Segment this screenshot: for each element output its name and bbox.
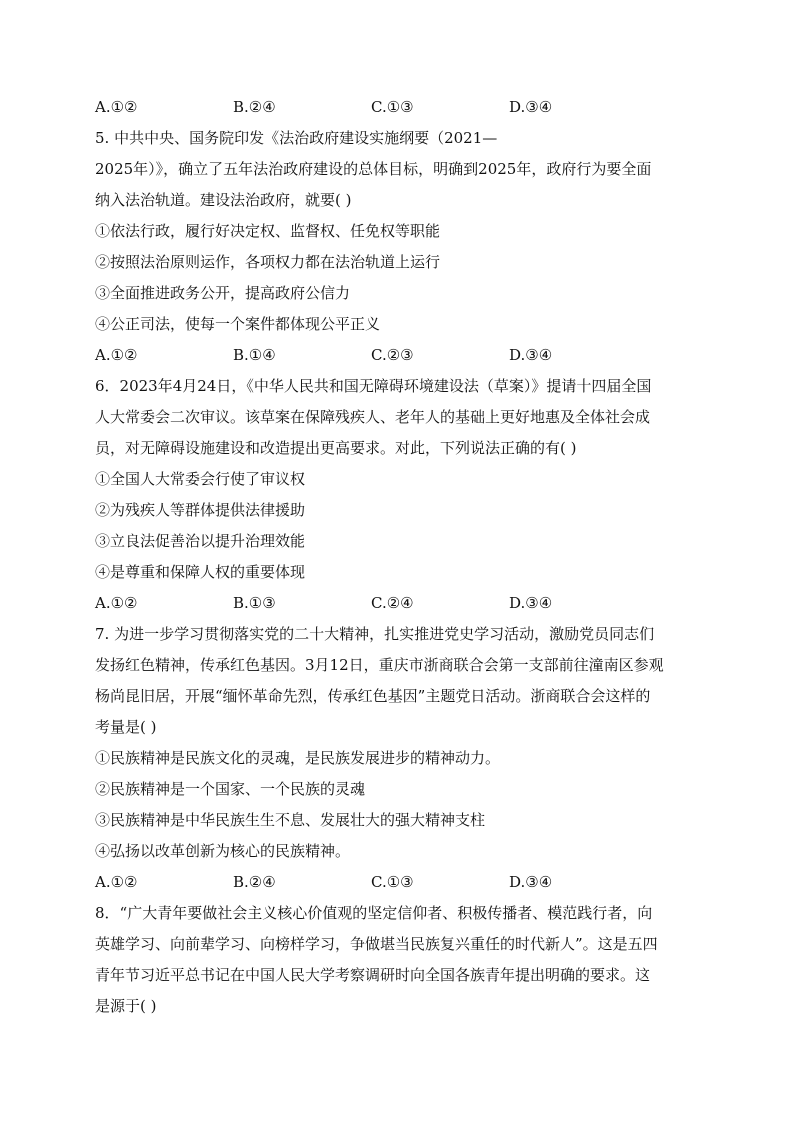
q8-stem-line-3: 青年节习近平总书记在中国人民大学考察调研时向全国各族青年提出明确的要求。这 [95, 966, 651, 984]
q7-option-d[interactable]: D.③④ [509, 873, 553, 891]
q5-option-d[interactable]: D.③④ [509, 346, 553, 364]
q7-stem-line-3: 杨尚昆旧居，开展“缅怀革命先烈，传承红色基因”主题党日活动。浙商联合会这样的 [95, 687, 651, 705]
q5-choice-1: ①依法行政，履行好决定权、监督权、任免权等职能 [95, 222, 441, 240]
q4-option-b[interactable]: B.②④ [233, 98, 276, 116]
q5-choice-2: ②按照法治原则运作，各项权力都在法治轨道上运行 [95, 253, 441, 271]
q6-choice-2: ②为残疾人等群体提供法律援助 [95, 501, 306, 519]
q6-stem-line-2: 人大常委会二次审议。该草案在保障残疾人、老年人的基础上更好地惠及全体社会成 [95, 408, 651, 426]
q8-stem-line-2: 英雄学习、向前辈学习、向榜样学习，争做堪当民族复兴重任的时代新人”。这是五四 [95, 935, 658, 953]
q7-choice-2: ②民族精神是一个国家、一个民族的灵魂 [95, 780, 366, 798]
q5-stem-line-2: 2025年）》，确立了五年法治政府建设的总体目标，明确到2025年，政府行为要全面 [95, 160, 652, 178]
q4-option-c[interactable]: C.①③ [371, 98, 414, 116]
q6-option-b[interactable]: B.①③ [233, 594, 276, 612]
q6-option-a[interactable]: A.①② [95, 594, 138, 612]
q7-stem-line-1: 7. 为进一步学习贯彻落实党的二十大精神，扎实推进党史学习活动，激励党员同志们 [95, 625, 655, 643]
q4-option-d[interactable]: D.③④ [509, 98, 553, 116]
q5-option-c[interactable]: C.②③ [371, 346, 414, 364]
q6-choice-4: ④是尊重和保障人权的重要体现 [95, 563, 306, 581]
q6-option-c[interactable]: C.②④ [371, 594, 414, 612]
q6-stem-line-1: 6．2023年4月24日，《中华人民共和国无障碍环境建设法（草案）》提请十四届全国 [95, 377, 652, 395]
q7-choice-4: ④弘扬以改革创新为核心的民族精神。 [95, 842, 351, 860]
q6-stem-line-3: 员，对无障碍设施建设和改造提出更高要求。对此，下列说法正确的有( ) [95, 439, 577, 457]
q7-choice-3: ③民族精神是中华民族生生不息、发展壮大的强大精神支柱 [95, 811, 486, 829]
q6-choice-3: ③立良法促善治以提升治理效能 [95, 532, 306, 550]
q7-option-a[interactable]: A.①② [95, 873, 138, 891]
q5-choice-4: ④公正司法，使每一个案件都体现公平正义 [95, 315, 381, 333]
q4-option-a[interactable]: A.①② [95, 98, 138, 116]
q7-option-c[interactable]: C.①③ [371, 873, 414, 891]
q8-stem-line-4: 是源于( ) [95, 997, 157, 1015]
q6-choice-1: ①全国人大常委会行使了审议权 [95, 470, 306, 488]
q7-option-b[interactable]: B.②④ [233, 873, 276, 891]
q5-option-b[interactable]: B.①④ [233, 346, 276, 364]
q7-choice-1: ①民族精神是民族文化的灵魂，是民族发展进步的精神动力。 [95, 749, 501, 767]
q7-stem-line-4: 考量是( ) [95, 718, 157, 736]
q5-stem-line-3: 纳入法治轨道。建设法治政府，就要( ) [95, 191, 352, 209]
q7-stem-line-2: 发扬红色精神，传承红色基因。3月12日，重庆市浙商联合会第一支部前往潼南区参观 [95, 656, 664, 674]
q5-choice-3: ③全面推进政务公开，提高政府公信力 [95, 284, 351, 302]
q6-option-d[interactable]: D.③④ [509, 594, 553, 612]
q5-stem-line-1: 5. 中共中央、国务院印发《法治政府建设实施纲要（2021— [95, 129, 498, 147]
q8-stem-line-1: 8．“广大青年要做社会主义核心价值观的坚定信仰者、积极传播者、模范践行者，向 [95, 904, 653, 922]
q5-option-a[interactable]: A.①② [95, 346, 138, 364]
